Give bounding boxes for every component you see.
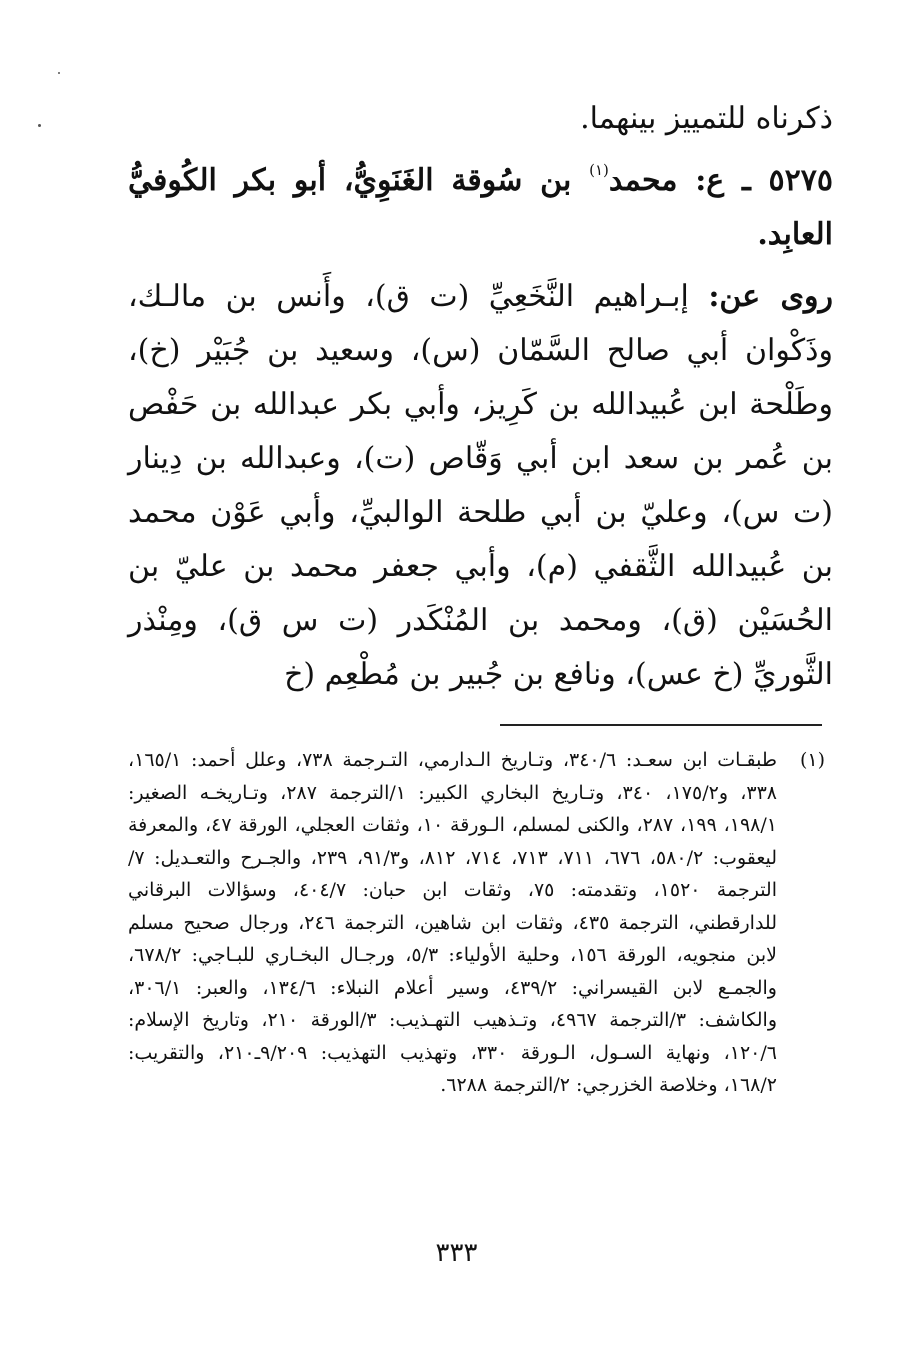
footnote-reference: (١) [589,161,609,179]
intro-line: ذكرناه للتمييز بينهما. [580,101,833,136]
entry-body [128,270,833,702]
entry-heading [128,154,833,262]
footnote-separator [500,724,822,726]
scan-speck [38,124,41,127]
footnotes [128,744,825,1102]
rawa-text: إبـراهيم النَّخَعِيِّ (ت ق)، وأَنس بن مالـك، وذَكْوان أبي صالح السَّمّان (س)، وسعيد بن جُبَيْر (خ)، وطَلْحة ابن عُبيدالله بن كَرِيز، وأبي بكر عبدالله بن حَفْص بن عُمر بن سعد ابن أبي وَقّاص (ت)، وعبدالله بن دِينار (ت س)، وعليّ بن أبي طلحة الوالبيِّ، وأبي عَوْن محمد بن عُبيدالله الثَّقفي (م)، وأبي جعفر محمد بن عليّ بن الحُسَيْن (ق)، ومحمد بن المُنْكَدر (ت س ق)، ومِنْذر الثَّوريِّ (خ عس)، ونافع بن جُبير بن مُطْعِم (خ [128,279,833,692]
footnote-item [128,744,825,1102]
page-number: ٣٣٣ [435,1238,478,1268]
entry-number-and-name: ٥٢٧٥ ـ ع: محمد [608,163,833,198]
footnote-number: (١) [799,749,825,771]
entry-name-rest: بن سُوقة الغَنَوِيُّ، أبو بكر الكُوفيُّ العابِد. [128,163,833,252]
rawa-label: روى عن: [708,279,833,314]
footnote-text: طبقـات ابن سعـد: ٣٤٠/٦، وتـاريخ الـدارمي، التـرجمة ٧٣٨، وعلل أحمد: ١٦٥/١، ٣٣٨، و١٧٥/٢، ٣٤٠، وتـاريخ البخاري الكبير: ١/الترجمة ٢٨٧، وتـاريخـه الصغير: ١٩٨/١، ١٩٩، ٢٨٧، والكنى لمسلم، الـورقة ١٠، وثقات العجلي، الورقة ٤٧، والمعرفة ليعقوب: ٥٨٠/٢، ٦٧٦، ٧١١، ٧١٣، ٧١٤، ٨١٢، و٩١/٣، ٢٣٩، والجـرح والتعـديل: ٧/الترجمة ١٥٢٠، وتقدمته: ٧٥، وثقات ابن حبان: ٤٠٤/٧، وسؤالات البرقاني للدارقطني، الترجمة ٤٣٥، وثقات ابن شاهين، الترجمة ٢٤٦، ورجال صحيح مسلم لابن منجويه، الورقة ١٥٦، وحلية الأولياء: ٥/٣، ورجـال البخـاري للبـاجي: ٦٧٨/٢، والجمـع لابن القيسراني: ٤٣٩/٢، وسير أعلام النبلاء: ١٣٤/٦، والعبر: ٣٠٦/١، والكاشف: ٣/الترجمة ٤٩٦٧، وتـذهيب التهـذيب: ٣/الورقة ٢١٠، وتاريخ الإسلام: ١٢٠/٦، ونهاية السـول، الـورقة ٣٣٠، وتهذيب التهذيب: ٩/٢٠٩ـ٢١٠، والتقريب: ١٦٨/٢، وخلاصة الخزرجي: ٢/الترجمة ٦٢٨٨. [128,749,778,1096]
main-text [128,92,833,702]
scan-speck [58,72,60,74]
